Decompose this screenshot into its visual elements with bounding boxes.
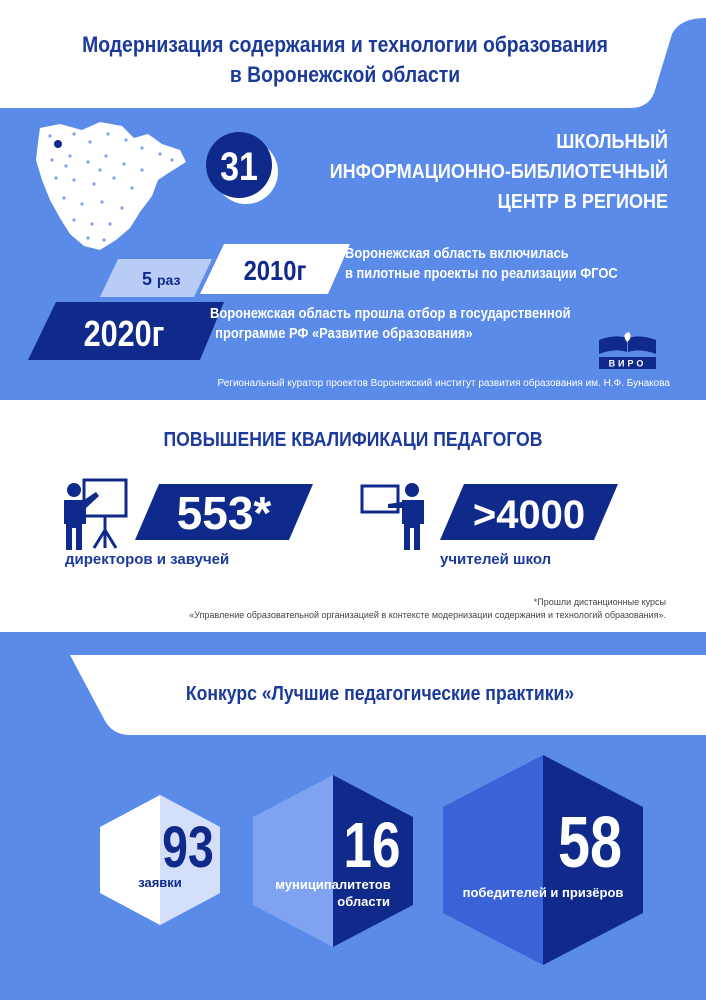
- count-circle: [202, 128, 280, 206]
- footnote: [40, 596, 666, 622]
- contest-hexagons: [0, 745, 706, 1000]
- presenter-board-icon: [60, 478, 130, 550]
- qualification-title: ПОВЫШЕНИЕ КВАЛИФИКАЦИ ПЕДАГОГОВ: [163, 429, 543, 451]
- times-badge: [100, 259, 212, 297]
- hex2-label-line1: муниципалитетов: [275, 877, 391, 892]
- contest-title: Конкурс «Лучшие педагогические практики»: [185, 683, 575, 705]
- year-2010: 2010г: [243, 254, 307, 287]
- page-title-line1: Модернизация содержания и технологии образования: [82, 32, 608, 57]
- hex-applications: [100, 795, 220, 925]
- year-2020-badge: [28, 302, 224, 360]
- year-2020: 2020г: [83, 314, 165, 355]
- directors-count: 553*: [176, 487, 272, 539]
- hex2-label-line2: области: [337, 894, 390, 909]
- text-2020-line1: Воронежская область прошла отбор в государственной: [210, 305, 571, 322]
- text-2010-line2: в пилотные проекты по реализации ФГОС: [345, 265, 618, 282]
- region-map-icon: [30, 120, 190, 260]
- year-2010-badge: [200, 244, 350, 294]
- directors-label: директоров и завучей: [65, 551, 230, 568]
- text-2020: [210, 304, 631, 344]
- heading-line3: ЦЕНТР В РЕГИОНЕ: [497, 191, 668, 213]
- directors-count-badge: [135, 484, 313, 540]
- times-number: 5: [141, 269, 152, 289]
- hex1-label: заявки: [138, 875, 182, 890]
- teachers-count-badge: [440, 484, 618, 540]
- hex-municipalities: [253, 775, 413, 947]
- count-value: 31: [220, 143, 258, 189]
- curator-note: Региональный куратор проектов Воронежский институт развития образования им. Н.Ф. Бунакова: [217, 378, 670, 389]
- library-center-heading: [326, 127, 668, 217]
- text-2010-line1: Воронежская область включилась: [345, 245, 569, 262]
- teachers-count: >4000: [472, 493, 586, 537]
- times-word: раз: [157, 272, 181, 288]
- hex3-value: 58: [557, 801, 623, 883]
- hex3-label: победителей и призёров: [462, 885, 624, 900]
- footnote-line2: «Управление образовательной организацией в контексте модернизации содержания и технологий образования».: [189, 610, 666, 620]
- teacher-board-icon: [360, 478, 440, 550]
- page-title: [77, 30, 614, 90]
- heading-line1: ШКОЛЬНЫЙ: [556, 131, 668, 153]
- heading-line2: ИНФОРМАЦИОННО-БИБЛИОТЕЧНЫЙ: [329, 161, 668, 183]
- text-2010: [345, 244, 637, 284]
- logo-text: ВИРО: [608, 358, 647, 369]
- hex-winners: [443, 755, 643, 965]
- hex1-value: 93: [162, 815, 214, 881]
- hex2-value: 16: [343, 810, 401, 882]
- teachers-label: учителей школ: [440, 551, 552, 568]
- viro-book-logo-icon: [595, 332, 660, 372]
- footnote-line1: *Прошли дистанционные курсы: [533, 597, 666, 607]
- page-title-line2: в Воронежской области: [229, 62, 461, 87]
- text-2020-line2: программе РФ «Развитие образования»: [215, 325, 473, 342]
